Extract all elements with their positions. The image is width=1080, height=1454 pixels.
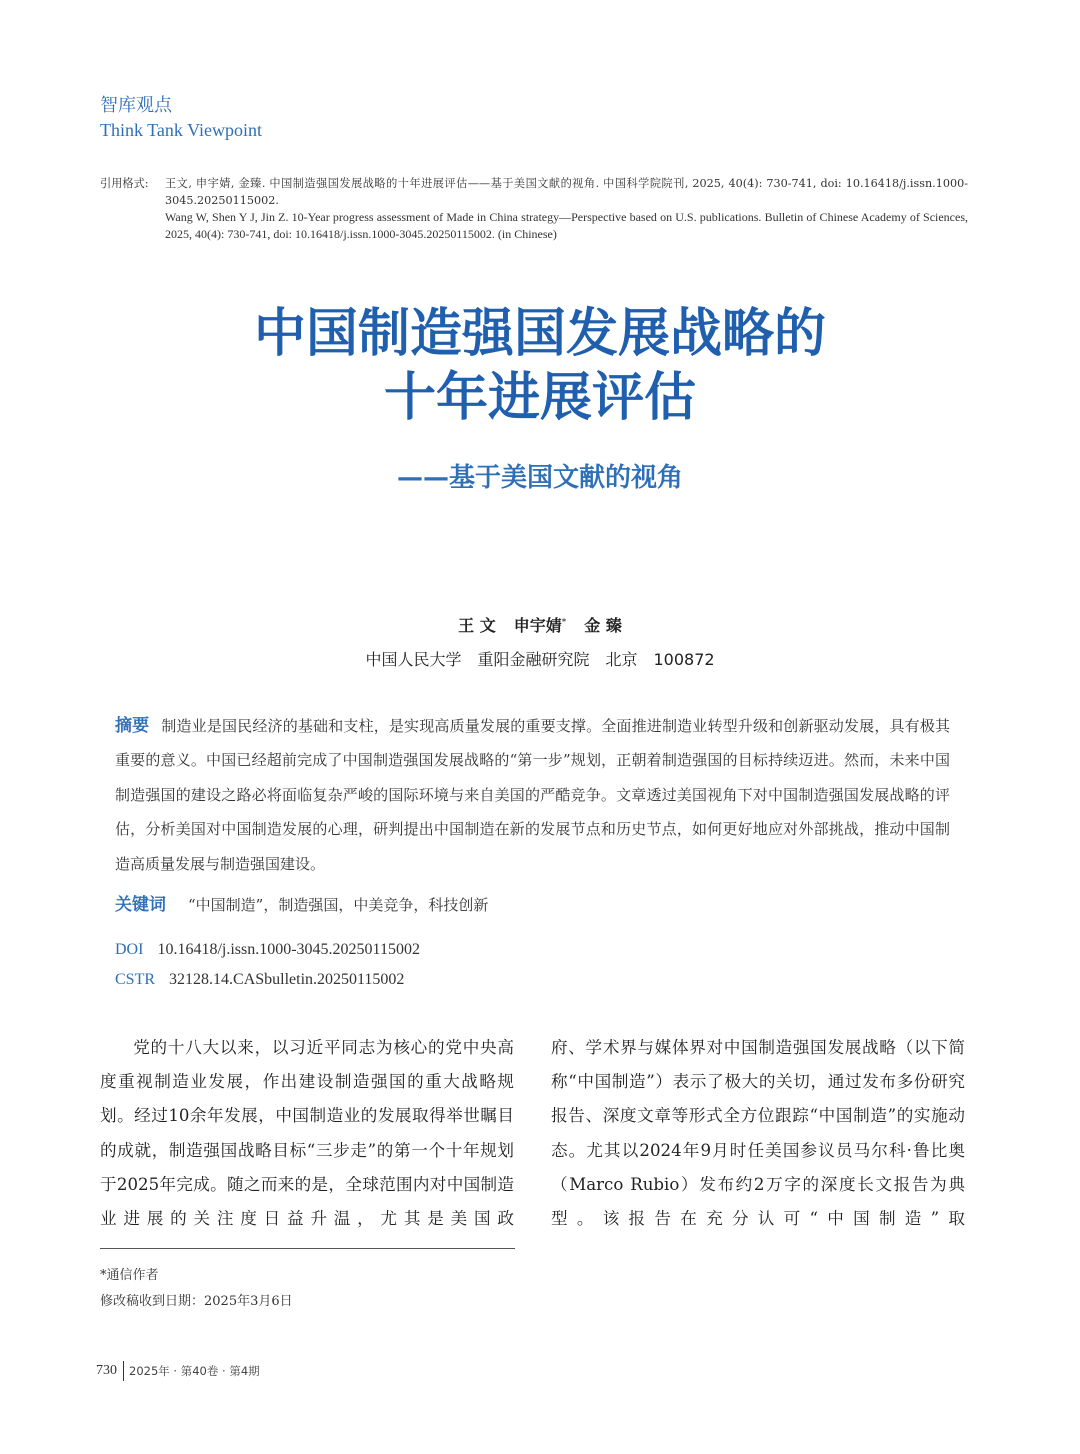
abstract-text: 制造业是国民经济的基础和支柱，是实现高质量发展的重要支撑。全面推进制造业转型升级和创新驱动发展，具有极其重要的意义。中国已经超前完成了中国制造强国发展战略的“第一步”规划，正朝着制造强国的目标持续迈进。然而，未来中国制造强国的建设之路必将面临复杂严峻的国际环境与来自美国的严酷竞争。文章透过美国视角下对中国制造强国发展战略的评估，分析美国对中国制造发展的心理，研判提出中国制造在新的发展节点和历史节点，如何更好地应对外部挑战，推动中国制造高质量发展与制造强国建设。	[115, 717, 950, 873]
author-list	[0, 611, 1080, 638]
issue-info: 2025年 · 第40卷 · 第4期	[129, 1364, 260, 1378]
footnote-divider	[100, 1248, 515, 1249]
abstract	[115, 709, 950, 881]
author-2	[514, 616, 567, 635]
page-number: 730	[96, 1363, 117, 1378]
corresponding-mark: *	[561, 618, 567, 628]
footer-divider	[123, 1361, 124, 1381]
footnote-received: 修改稿收到日期：2025年3月6日	[100, 1294, 293, 1309]
keywords-text: “中国制造”，制造强国，中美竞争，科技创新	[188, 896, 489, 914]
doi-label: DOI	[115, 941, 144, 958]
body-paragraph-right: 府、学术界与媒体界对中国制造强国发展战略（以下简称“中国制造”）表示了极大的关切，通过发布多份研究报告、深度文章等形式全方位跟踪“中国制造”的实施动态。尤其以2024年9月时任美国参议员马尔科·鲁比奥（Marco Rubio）发布约2万字的深度长文报告为典型。该报告在充分认可“中国制造”取	[551, 1038, 965, 1229]
body-paragraph-left: 党的十八大以来，以习近平同志为核心的党中央高度重视制造业发展，作出建设制造强国的重大战略规划。经过10余年发展，中国制造业的发展取得举世瞩目的成就，制造强国战略目标“三步走”的第一个十年规划于2025年完成。随之而来的是，全球范围内对中国制造业进展的关注度日益升温，尤其是美国政	[100, 1038, 514, 1229]
keywords	[115, 892, 488, 918]
citation-label: 引用格式:	[100, 177, 149, 190]
keywords-label: 关键词	[115, 895, 166, 915]
section-label-cn: 智库观点	[100, 95, 172, 116]
affil-city: 北京	[605, 650, 638, 669]
section-tag	[100, 94, 262, 142]
abstract-label: 摘要	[115, 716, 150, 736]
affil-university: 中国人民大学	[365, 650, 462, 669]
affil-zip: 100872	[653, 650, 715, 669]
cstr-value: 32128.14.CASbulletin.20250115002	[169, 971, 405, 988]
body-column-left	[100, 1031, 514, 1236]
author-2-name: 申宇婧	[513, 616, 562, 636]
doi-row	[115, 939, 420, 961]
author-1: 王 文	[458, 616, 496, 636]
affiliation	[0, 648, 1080, 672]
footnote-corresponding: *通信作者	[100, 1268, 159, 1283]
affil-institute: 重阳金融研究院	[477, 650, 590, 669]
article-subtitle: ——基于美国文献的视角	[396, 463, 683, 493]
article-title-line1: 中国制造强国发展战略的	[253, 304, 826, 364]
cstr-row	[115, 969, 404, 991]
article-title-line2: 十年进展评估	[383, 368, 696, 428]
cstr-label: CSTR	[115, 971, 156, 988]
citation-block	[100, 176, 968, 242]
citation-en: Wang W, Shen Y J, Jin Z. 10-Year progress assessment of Made in China strategy—Perspective based on U.S. publications. Bulletin of Chinese Academy of Sciences, 2025, 40(4): 730-741, doi: 10.16418/j.issn.1000-3045.20250115002. (in Chinese)	[165, 210, 968, 241]
author-3: 金 臻	[584, 616, 622, 636]
section-label-en: Think Tank Viewpoint	[100, 120, 262, 140]
doi-value[interactable]: 10.16418/j.issn.1000-3045.20250115002	[157, 941, 420, 958]
citation-cn: 王文, 申宇婧, 金臻. 中国制造强国发展战略的十年进展评估——基于美国文献的视角. 中国科学院院刊, 2025, 40(4): 730-741, doi: 10.16418/j.issn.1000-3045.20250115002.	[165, 177, 968, 207]
page-footer	[96, 1360, 260, 1382]
body-column-right	[551, 1031, 965, 1236]
